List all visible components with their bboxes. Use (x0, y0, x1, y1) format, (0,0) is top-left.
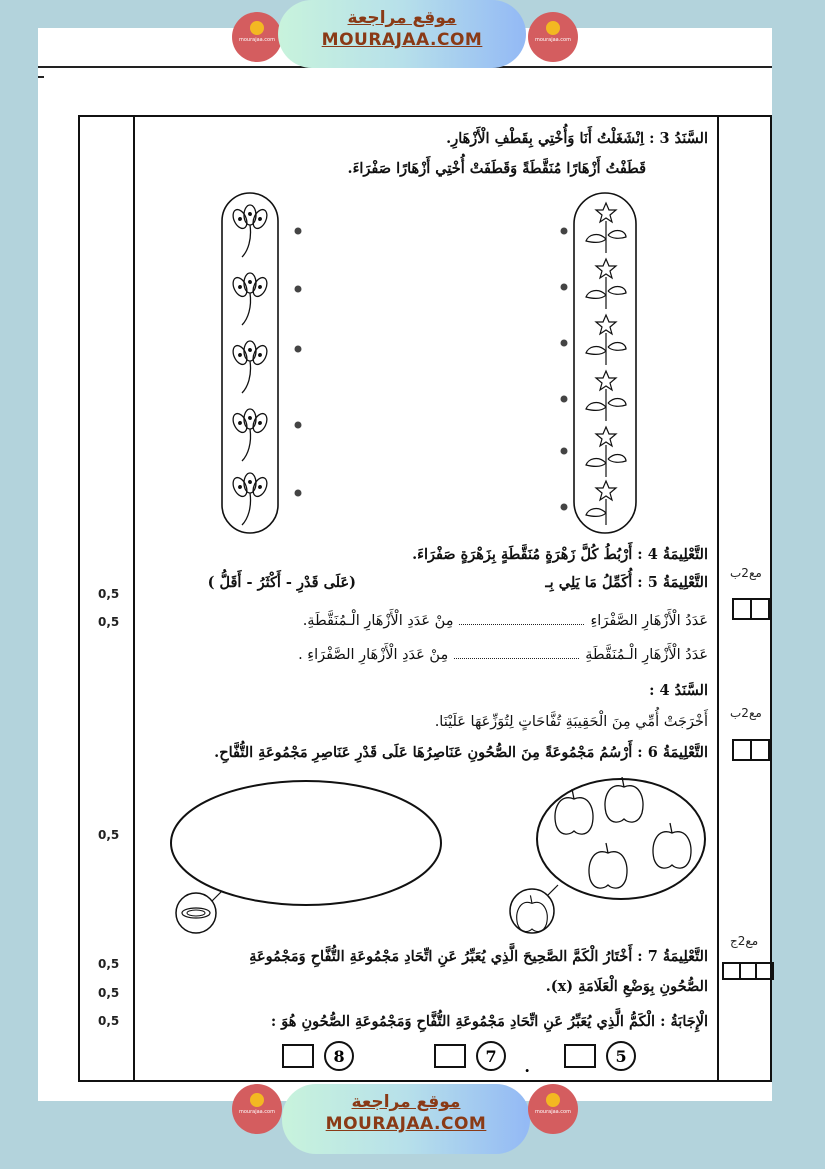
header-rule-mark (38, 76, 44, 78)
separator-dot: . (524, 1057, 530, 1076)
choice-number: 5 (606, 1041, 636, 1071)
instruction5-options: (عَلَى قَدْرِ - أَكْثَرُ - أَقَلُّ ) (207, 574, 356, 591)
score-value: 0,5 (98, 615, 120, 629)
criterion-grade-box[interactable] (732, 739, 770, 761)
section4-heading: السَّنَدُ 4 : (649, 682, 708, 699)
score-value: 0,5 (98, 828, 120, 842)
apples-set (537, 779, 705, 899)
sets-figure (166, 777, 726, 947)
exercise-content (136, 117, 716, 1080)
banner-title-ar: موقع مراجعة (347, 8, 457, 28)
criterion-label: مع2ب (730, 706, 762, 720)
dotted-flower-icon (230, 205, 269, 525)
site-logo-right-top: mourajaa.com (528, 12, 578, 62)
score-column-divider (133, 115, 135, 1082)
choice-8 (282, 1041, 354, 1071)
book-icon (546, 1093, 560, 1107)
completion-line-1: عَدَدُ الْأَزْهَارِ الصَّفْرَاءِمِنْ عَدَدِ الْأَزْهَارِ الْـمُنَقَّطَةِ. (302, 613, 708, 629)
score-value: 0,5 (98, 986, 120, 1000)
section3-heading: السَّنَدُ 3 : اِنْشَغَلْتُ أَنَا وَأُخْتِي بِقَطْفِ الْأَزْهَارِ. (446, 130, 708, 147)
section3-text: قَطَفْتُ أَزْهَارًا مُنَقَّطَةً وَقَطَفَتْ أُخْتِي أَزْهَارًا صَفْرَاءَ. (347, 160, 646, 177)
site-logo-right-bottom: mourajaa.com (528, 1084, 578, 1134)
right-connection-dots (561, 228, 568, 511)
instruction6-text: التَّعْلِيمَةُ 6 : أَرْسُمُ مَجْمُوعَةً مِنَ الصُّحُونِ عَنَاصِرُهَا عَلَى قَدْرِ عَنَاصِرِ مَجْمُوعَةِ التُّفَّاحِ. (214, 744, 708, 761)
instruction7-line2: الصُّحُونِ بِوَضْعِ الْعَلَامَةِ (x). (545, 978, 708, 995)
site-banner-top[interactable] (278, 0, 526, 68)
score-value: 0,5 (98, 1014, 120, 1028)
apple-legend-circle (510, 889, 554, 933)
book-icon (546, 21, 560, 35)
banner-title-en: MOURAJAA.COM (321, 30, 483, 50)
site-logo-left-bottom: mourajaa.com (232, 1084, 282, 1134)
instruction7-line1: التَّعْلِيمَةُ 7 : أَخْتَارُ الْكَمَّ الصَّحِيحَ الَّذِي يُعَبِّرُ عَنِ اتِّحَادِ مَجْمُوعَةِ التُّفَّاحِ وَمَجْمُوعَةِ (249, 948, 708, 965)
section4-text: أَخْرَجَتْ أُمِّي مِنَ الْحَقِيبَةِ تُفَّاحَاتٍ لِتُوَزِّعَهَا عَلَيْنَا. (434, 714, 708, 730)
criterion-label: مع2ب (730, 566, 762, 580)
apple-icon (517, 895, 547, 931)
instruction4-text: التَّعْلِيمَةُ 4 : أَرْبُطُ كُلَّ زَهْرَةٍ مُنَقَّطَةٍ بِزَهْرَةٍ صَفْرَاءَ. (412, 546, 708, 563)
answer-label: الْإِجَابَةُ : الْكَمُّ الَّذِي يُعَبِّرُ عَنِ اتِّحَادِ مَجْمُوعَةِ التُّفَّاحِ وَمَجْمُوعَةِ الصُّحُونِ هُوَ : (270, 1013, 708, 1030)
choice-checkbox-7[interactable] (434, 1044, 466, 1068)
criterion-grade-box[interactable] (722, 962, 774, 980)
banner-title-ar: موقع مراجعة (351, 1092, 461, 1112)
site-logo-left-top: mourajaa.com (232, 12, 282, 62)
banner-title-en: MOURAJAA.COM (325, 1114, 487, 1134)
answer-blank-2[interactable] (454, 658, 579, 659)
empty-plates-set[interactable] (171, 781, 441, 905)
score-value: 0,5 (98, 957, 120, 971)
answer-blank-1[interactable] (459, 624, 584, 625)
book-icon (250, 1093, 264, 1107)
choice-7 (434, 1041, 506, 1071)
instruction5-text: التَّعْلِيمَةُ 5 : أُكَمِّلُ مَا يَلِي بِـ (545, 574, 708, 591)
left-connection-dots (295, 228, 302, 497)
flower-groups-figure (216, 189, 696, 539)
choice-number: 7 (476, 1041, 506, 1071)
apple-icon (555, 777, 691, 888)
choice-5 (564, 1041, 636, 1071)
score-value: 0,5 (98, 587, 120, 601)
choice-checkbox-5[interactable] (564, 1044, 596, 1068)
site-banner-bottom[interactable] (282, 1084, 530, 1154)
criterion-grade-box[interactable] (732, 598, 770, 620)
book-icon (250, 21, 264, 35)
criterion-label: مع2ج (730, 934, 759, 948)
choice-number: 8 (324, 1041, 354, 1071)
choice-checkbox-8[interactable] (282, 1044, 314, 1068)
yellow-flower-icon (586, 203, 626, 525)
completion-line-2: عَدَدُ الْأَزْهَارِ الْـمُنَقَّطَةِمِنْ عَدَدِ الْأَزْهَارِ الصَّفْرَاءِ . (298, 647, 708, 663)
